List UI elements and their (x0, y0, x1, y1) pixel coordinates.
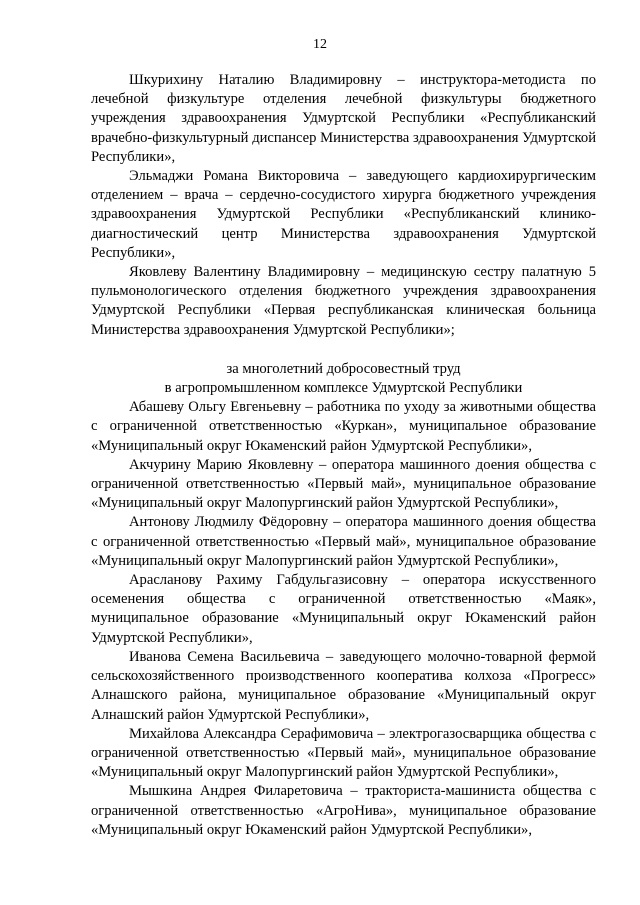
award-entry-paragraph: Антонову Людмилу Фёдоровну – оператора машинного доения общества с ограниченной ответственностью «Первый май», муниципальное образование «Муниципальный округ Малопургинский район Удмуртской Республики», (91, 514, 596, 569)
award-entry-paragraph: Акчурину Марию Яковлевну – оператора машинного доения общества с ограниченной ответственностью «Первый май», муниципальное образование «Муниципальный округ Малопургинский район Удмуртской Республики», (91, 456, 596, 512)
award-entry-paragraph: Мышкина Андрея Филаретовича – тракториста-машиниста общества с ограниченной ответственностью «АгроНива», муниципальное образование «Муниципальный округ Юкаменский район Удмуртской Республики», (91, 783, 596, 838)
award-entry-paragraph: Михайлова Александра Серафимовича – электрогазосварщика общества с ограниченной ответственностью «Первый май», муниципальное образование «Муниципальный округ Малопургинский район Удмуртской Республики», (91, 725, 596, 781)
award-entry-paragraph: Абашеву Ольгу Евгеньевну – работника по уходу за животными общества с ограниченной ответственностью «Куркан», муниципальное образование «Муниципальный округ Юкаменский район Удмуртской Республики», (91, 399, 596, 454)
award-entry-paragraph: Шкурихину Наталию Владимировну – инструктора-методиста по лечебной физкультуре отделения лечебной физкультуры бюджетного учреждения здравоохранения Удмуртской Республики «Республиканский врачебно-физкультурный диспансер Министерства здравоохранения Удмуртской Республики», (91, 72, 596, 165)
page-number: 12 (313, 37, 327, 52)
section-heading (91, 360, 596, 398)
award-entry-paragraph: Иванова Семена Васильевича – заведующего молочно-товарной фермой сельскохозяйственного производственного кооператива колхоза «Прогресс» Алнашского района, муниципальное образование «Муниципальный округ Алнашский район Удмуртской Республики», (91, 648, 596, 723)
award-entry-paragraph: Арасланову Рахиму Габдульгазисовну – оператора искусственного осеменения общества с ограниченной ответственностью «Маяк», муниципальное образование «Муниципальный округ Юкаменский район Удмуртской Республики», (91, 572, 596, 646)
section-heading-line: за многолетний добросовестный труд (226, 360, 461, 377)
award-entry-paragraph: Яковлеву Валентину Владимировну – медицинскую сестру палатную 5 пульмонологического отделения бюджетного учреждения здравоохранения Удмуртской Республики «Первая республиканская клиническая больница Министерства здравоохранения Удмуртской Республики»; (91, 264, 596, 338)
award-entry-paragraph: Эльмаджи Романа Викторовича – заведующего кардиохирургическим отделением – врача – сердечно-сосудистого хирурга бюджетного учреждения здравоохранения Удмуртской Республики «Республиканский клинико-диагностический центр Министерства здравоохранения Удмуртской Республики», (91, 168, 596, 261)
section-heading-line: в агропромышленном комплексе Удмуртской Республики (164, 380, 523, 397)
document-body (91, 71, 596, 840)
